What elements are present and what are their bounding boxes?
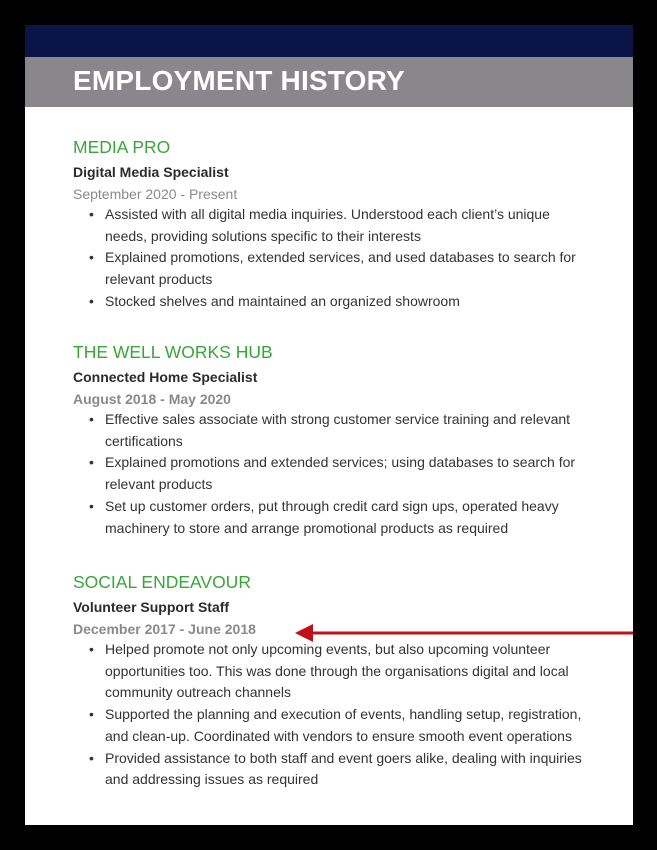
bullet-dot-icon: • <box>89 292 94 309</box>
bullet-item: • Supported the planning and execution of events, handling setup, registration, and clean-up. Coordinated with vendors to ensure smooth event operations <box>89 706 582 744</box>
company-name: SOCIAL ENDEAVOUR <box>73 572 251 592</box>
job-entry-well-works-hub <box>73 341 593 539</box>
job-bullets <box>73 204 593 313</box>
job-title: Connected Home Specialist <box>73 369 258 385</box>
bullet-item: • Effective sales associate with strong customer service training and relevant certifications <box>89 411 571 449</box>
red-arrow-icon <box>295 621 633 645</box>
bullet-item: • Provided assistance to both staff and event goers alike, dealing with inquiries and addressing issues as required <box>89 749 582 788</box>
bullet-item: • Stocked shelves and maintained an organized showroom <box>73 291 593 313</box>
bullet-dot-icon: • <box>89 454 94 471</box>
bullet-dot-icon: • <box>89 206 94 222</box>
job-title: Digital Media Specialist <box>73 164 229 180</box>
job-entry-social-endeavour <box>73 571 593 791</box>
company-name: MEDIA PRO <box>73 137 171 157</box>
bullet-item: • Assisted with all digital media inquiries. Understood each client’s unique needs, providing solutions specific to their interests <box>89 206 550 244</box>
company-name: THE WELL WORKS HUB <box>73 342 273 362</box>
job-dates: September 2020 - Present <box>73 186 238 202</box>
job-title: Volunteer Support Staff <box>73 599 230 615</box>
bullet-dot-icon: • <box>89 749 94 766</box>
job-bullets <box>73 409 593 539</box>
bullet-item: • Set up customer orders, put through credit card sign ups, operated heavy machinery to store and arrange promotional products as required <box>89 497 559 536</box>
job-entry-media-pro <box>73 136 593 313</box>
bullet-dot-icon: • <box>89 497 94 514</box>
job-dates: December 2017 - June 2018 <box>73 621 256 637</box>
section-header-band <box>25 57 633 107</box>
job-dates: August 2018 - May 2020 <box>73 391 231 407</box>
resume-page <box>25 25 633 825</box>
bullet-item: • Explained promotions and extended services; using databases to search for relevant products <box>89 454 576 493</box>
section-title: EMPLOYMENT HISTORY <box>73 65 405 96</box>
job-bullets <box>73 639 593 791</box>
top-color-bar <box>25 25 633 57</box>
bullet-dot-icon: • <box>89 641 94 657</box>
bullet-dot-icon: • <box>89 249 94 266</box>
bullet-dot-icon: • <box>89 411 94 427</box>
bullet-item: • Explained promotions, extended services, and used databases to search for relevant products <box>89 249 576 288</box>
bullet-dot-icon: • <box>89 706 94 723</box>
bullet-item: • Helped promote not only upcoming events, but also upcoming volunteer opportunities too. This was done through the organisations digital and local community outreach channels <box>89 641 569 701</box>
